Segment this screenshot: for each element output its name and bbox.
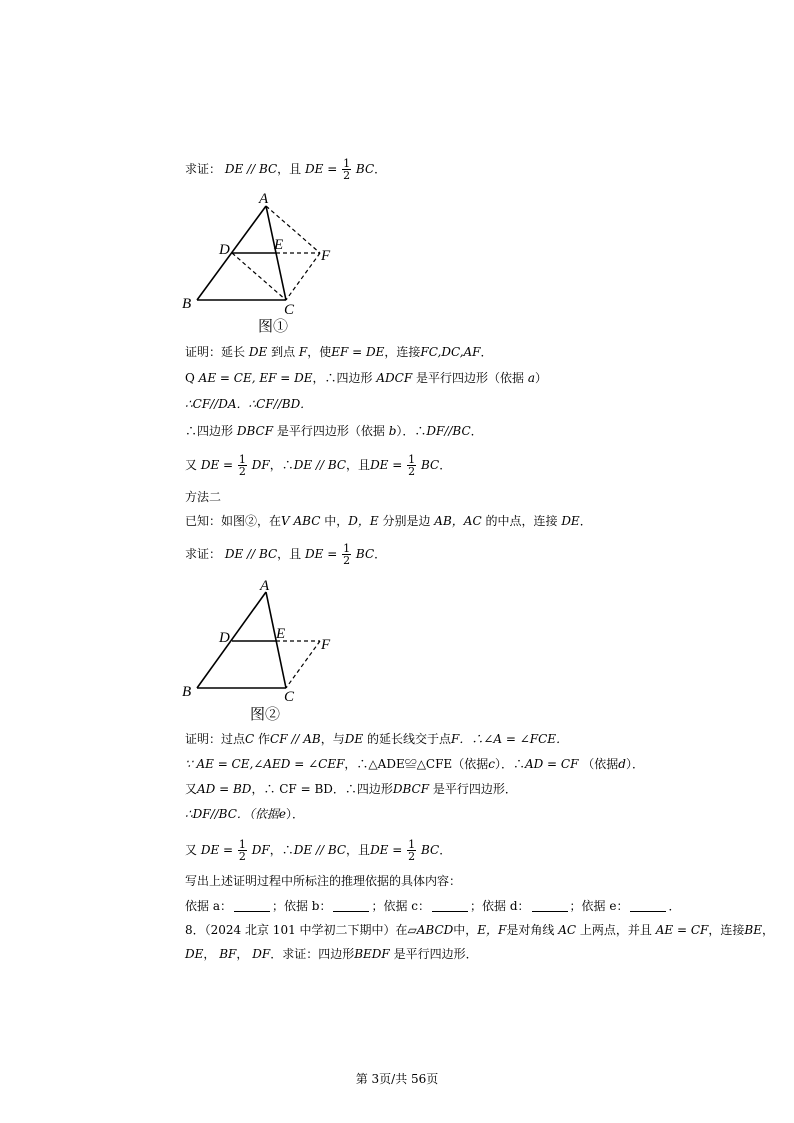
m1-prove-line: 求证： DE // BC，且 DE = $\frac{1}{2}$ BC．	[185, 157, 387, 182]
m1-proof-line-3: ∴CF//DA．∴CF//BD．	[185, 397, 313, 411]
m2-prove-line: 求证： DE // BC，且 DE = $\frac{1}{2}$ BC．	[185, 542, 387, 567]
m1-proof-line-1: 证明：延长 DE 到点 F，使EF = DE，连接FC,DC,AF．	[185, 345, 493, 359]
segment-FC	[286, 641, 320, 688]
m2-proof-line-5: 又 DE = $\frac{1}{2}$ DF，∴DE // BC，且DE = $\frac{1}{2}$ BC．	[185, 838, 452, 863]
figure-1-caption: 图①	[258, 317, 289, 335]
figure-2	[178, 574, 348, 724]
m2-proof-line-3: 又AD = BD，∴ CF = BD．∴四边形DBCF 是平行四边形．	[185, 782, 517, 796]
answer-blank-d[interactable]	[532, 899, 568, 912]
figure-2-caption: 图②	[250, 705, 281, 723]
figure-1-diagram	[178, 188, 348, 338]
question-prompt: 写出上述证明过程中所标注的推理依据的具体内容：	[185, 874, 462, 888]
point-label-F: F	[321, 248, 331, 264]
page-footer: 第 3页/共 56页	[355, 1072, 439, 1086]
basis-line: 依据 a： ；依据 b： ；依据 c： ；依据 d： ；依据 e： ．	[185, 899, 681, 913]
point-label-E: E	[276, 626, 286, 642]
answer-blank-b[interactable]	[333, 899, 369, 912]
point-label-E: E	[274, 237, 284, 253]
method-2-title: 方法二	[185, 490, 222, 504]
point-label-B: B	[182, 684, 192, 700]
q8-line-1: 8．（2024 北京 101 中学初二下期中）在▱ABCD中，E，F是对角线 AC 上两点，并且 AE = CF，连接BE，	[185, 923, 774, 937]
answer-blank-c[interactable]	[432, 899, 468, 912]
fraction-half: $\frac{1}{2}$	[343, 157, 351, 182]
point-label-A: A	[260, 578, 270, 594]
figure-2-diagram	[178, 574, 348, 724]
segment-FC	[286, 253, 320, 300]
answer-blank-a[interactable]	[234, 899, 270, 912]
m2-proof-line-2: ∵ AE = CE,∠AED = ∠CEF，∴△ADE≌△CFE（依据c）．∴AD = CF （依据d）．	[185, 757, 644, 771]
m2-given-line: 已知：如图②，在V ABC 中，D，E 分别是边 AB，AC 的中点，连接 DE．	[185, 514, 592, 528]
point-label-C: C	[284, 689, 295, 705]
figure-1	[178, 188, 348, 338]
m1-proof-line-4: ∴四边形 DBCF 是平行四边形（依据 b）．∴DF//BC．	[185, 424, 483, 438]
m1-proof-line-5: 又 DE = $\frac{1}{2}$ DF，∴DE // BC，且DE = $\frac{1}{2}$ BC．	[185, 453, 452, 478]
point-label-C: C	[284, 302, 295, 318]
q8-line-2: DE， BF， DF．求证：四边形BEDF 是平行四边形．	[185, 947, 478, 961]
point-label-B: B	[182, 296, 192, 312]
point-label-A: A	[259, 191, 269, 207]
m2-proof-line-4: ∴DF//BC．（依据e）．	[185, 807, 305, 821]
point-label-F: F	[321, 637, 331, 653]
point-label-D: D	[219, 242, 230, 258]
m2-proof-line-1: 证明：过点C 作CF // AB，与DE 的延长线交于点F．∴∠A = ∠FCE．	[185, 732, 569, 746]
answer-blank-e[interactable]	[630, 899, 666, 912]
segment-AB	[197, 592, 266, 688]
m1-proof-line-2: Q AE = CE, EF = DE，∴四边形 ADCF 是平行四边形（依据 a）	[185, 371, 547, 385]
point-label-D: D	[219, 630, 230, 646]
